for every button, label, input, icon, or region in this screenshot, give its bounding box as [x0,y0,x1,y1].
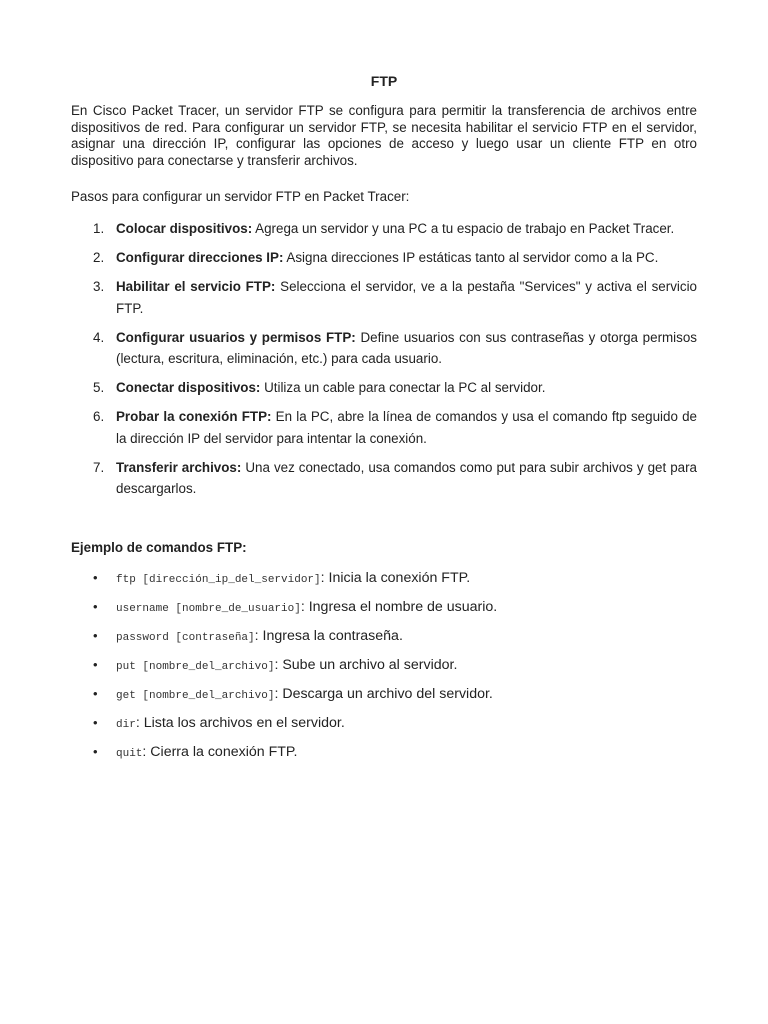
step-text: Utiliza un cable para conectar la PC al servidor. [260,380,546,395]
steps-list [71,218,697,507]
command-code: ftp [dirección_ip_del_servidor] [116,574,321,586]
steps-heading: Pasos para configurar un servidor FTP en Packet Tracer: [71,189,410,204]
command-item [71,654,497,683]
step-number: 4. [93,329,105,345]
bullet-icon: • [93,628,98,643]
step-item [71,247,697,269]
step-number: 5. [93,380,105,395]
step-title: Colocar dispositivos: [116,221,253,236]
step-title: Probar la conexión FTP: [116,409,272,424]
step-title: Conectar dispositivos: [116,380,261,395]
command-description: : Ingresa la contraseña. [254,628,403,644]
step-item [71,377,697,399]
step-number: 3. [93,279,105,294]
command-code: password [contraseña] [116,632,255,644]
command-item [71,712,497,741]
command-description: : Ingresa el nombre de usuario. [300,599,498,615]
command-item [71,596,497,625]
step-item [71,457,697,500]
step-item [71,327,697,370]
command-code: dir [116,719,136,731]
command-description: : Descarga un archivo del servidor. [274,686,493,702]
command-description: : Inicia la conexión FTP. [320,570,471,586]
command-item [71,741,497,770]
bullet-icon: • [93,599,98,614]
bullet-icon: • [93,744,98,759]
step-title: Transferir archivos: [116,459,242,475]
page-title: FTP [370,73,398,89]
step-text: Define usuarios con sus contraseñas y otorga permisos (lectura, escritura, eliminación, etc.) para cada usuario. [116,329,697,366]
step-item [71,218,697,240]
command-code: get [nombre_del_archivo] [116,690,275,702]
step-text: Una vez conectado, usa comandos como put para subir archivos y get para descargarlos. [116,459,697,496]
command-item [71,567,497,596]
command-description: : Sube un archivo al servidor. [274,657,458,673]
step-title: Configurar usuarios y permisos FTP: [116,329,356,345]
step-title: Habilitar el servicio FTP: [116,279,276,294]
bullet-icon: • [93,570,98,585]
step-text: Agrega un servidor y una PC a tu espacio de trabajo en Packet Tracer. [252,221,675,236]
bullet-icon: • [93,657,98,672]
step-number: 2. [93,250,105,265]
step-number: 1. [93,221,105,236]
step-number: 7. [93,459,105,475]
command-description: : Cierra la conexión FTP. [142,744,298,760]
command-item [71,683,497,712]
step-title: Configurar direcciones IP: [116,250,284,265]
intro-paragraph: En Cisco Packet Tracer, un servidor FTP se configura para permitir la transferencia de archivos entre dispositivos de red. Para configurar un servidor FTP, se necesita habilitar el servicio FTP en el servidor, asignar una dirección IP, configurar las opciones de acceso y luego usar un cliente FTP en otro dispositivo para conectarse y transferir archivos. [71,103,697,168]
command-code: put [nombre_del_archivo] [116,661,275,673]
command-code: username [nombre_de_usuario] [116,603,301,615]
step-number: 6. [93,409,105,424]
command-item [71,625,497,654]
bullet-icon: • [93,715,98,730]
step-item [71,406,697,449]
bullet-icon: • [93,686,98,701]
step-item [71,276,697,319]
command-code: quit [116,748,143,760]
command-description: : Lista los archivos en el servidor. [135,715,345,731]
step-text: En la PC, abre la línea de comandos y usa el comando ftp seguido de la dirección IP del servidor para intentar la conexión. [116,409,697,446]
examples-heading: Ejemplo de comandos FTP: [71,540,247,555]
step-text: Selecciona el servidor, ve a la pestaña "Services" y activa el servicio FTP. [116,279,698,316]
step-text: Asigna direcciones IP estáticas tanto al servidor como a la PC. [283,250,659,265]
commands-list [71,567,497,770]
